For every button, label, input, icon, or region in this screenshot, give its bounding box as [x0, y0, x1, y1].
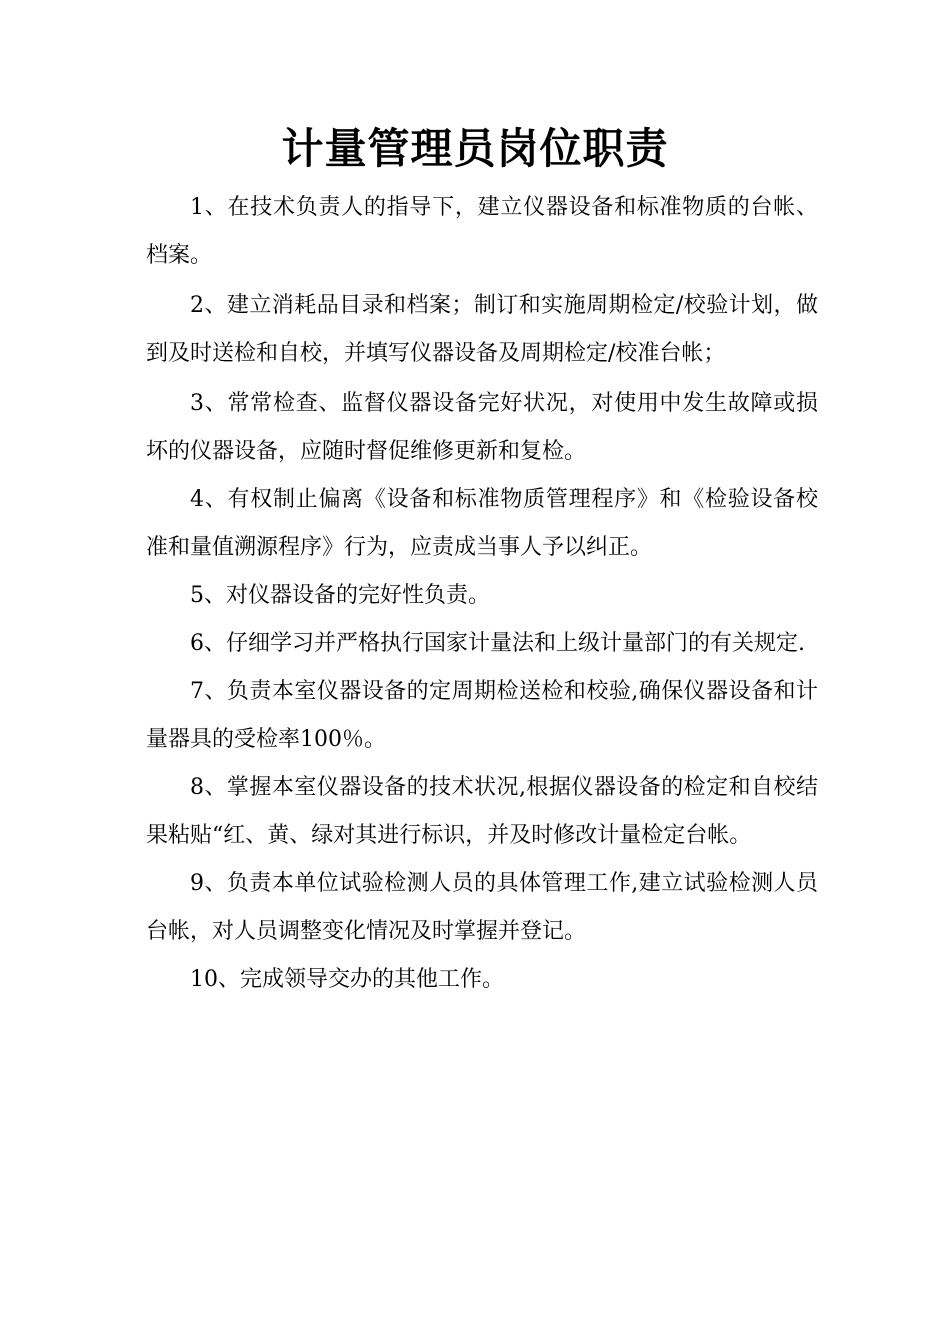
duty-paragraph-2: 2、建立消耗品目录和档案；制订和实施周期检定/校验计划，做到及时送检和自校，并填写仪器设备及周期检定/校准台帐； [146, 293, 818, 366]
document-body [146, 184, 818, 1004]
duty-paragraph-5: 5、对仪器设备的完好性负责。 [190, 583, 490, 608]
duty-paragraph-8: 8、掌握本室仪器设备的技术状况,根据仪器设备的检定和自校结果粘贴“红、黄、绿对其进行标识，并及时修改计量检定台帐。 [146, 775, 818, 848]
duty-paragraph-3: 3、常常检查、监督仪器设备完好状况，对使用中发生故障或损坏的仪器设备，应随时督促维修更新和复检。 [146, 391, 818, 464]
duty-paragraph-4: 4、有权制止偏离《设备和标准物质管理程序》和《检验设备校准和量值溯源程序》行为，应责成当事人予以纠正。 [146, 487, 818, 560]
page-title: 计量管理员岗位职责 [281, 124, 669, 173]
duty-paragraph-6: 6、仔细学习并严格执行国家计量法和上级计量部门的有关规定. [190, 631, 805, 656]
duty-paragraph-9: 9、负责本单位试验检测人员的具体管理工作,建立试验检测人员台帐，对人员调整变化情况及时掌握并登记。 [146, 871, 818, 944]
duty-paragraph-10: 10、完成领导交办的其他工作。 [190, 967, 504, 992]
duty-paragraph-1: 1、在技术负责人的指导下，建立仪器设备和标准物质的台帐、档案。 [146, 195, 818, 268]
duty-paragraph-7: 7、负责本室仪器设备的定周期检送检和校验,确保仪器设备和计量器具的受检率100％。 [146, 679, 818, 752]
